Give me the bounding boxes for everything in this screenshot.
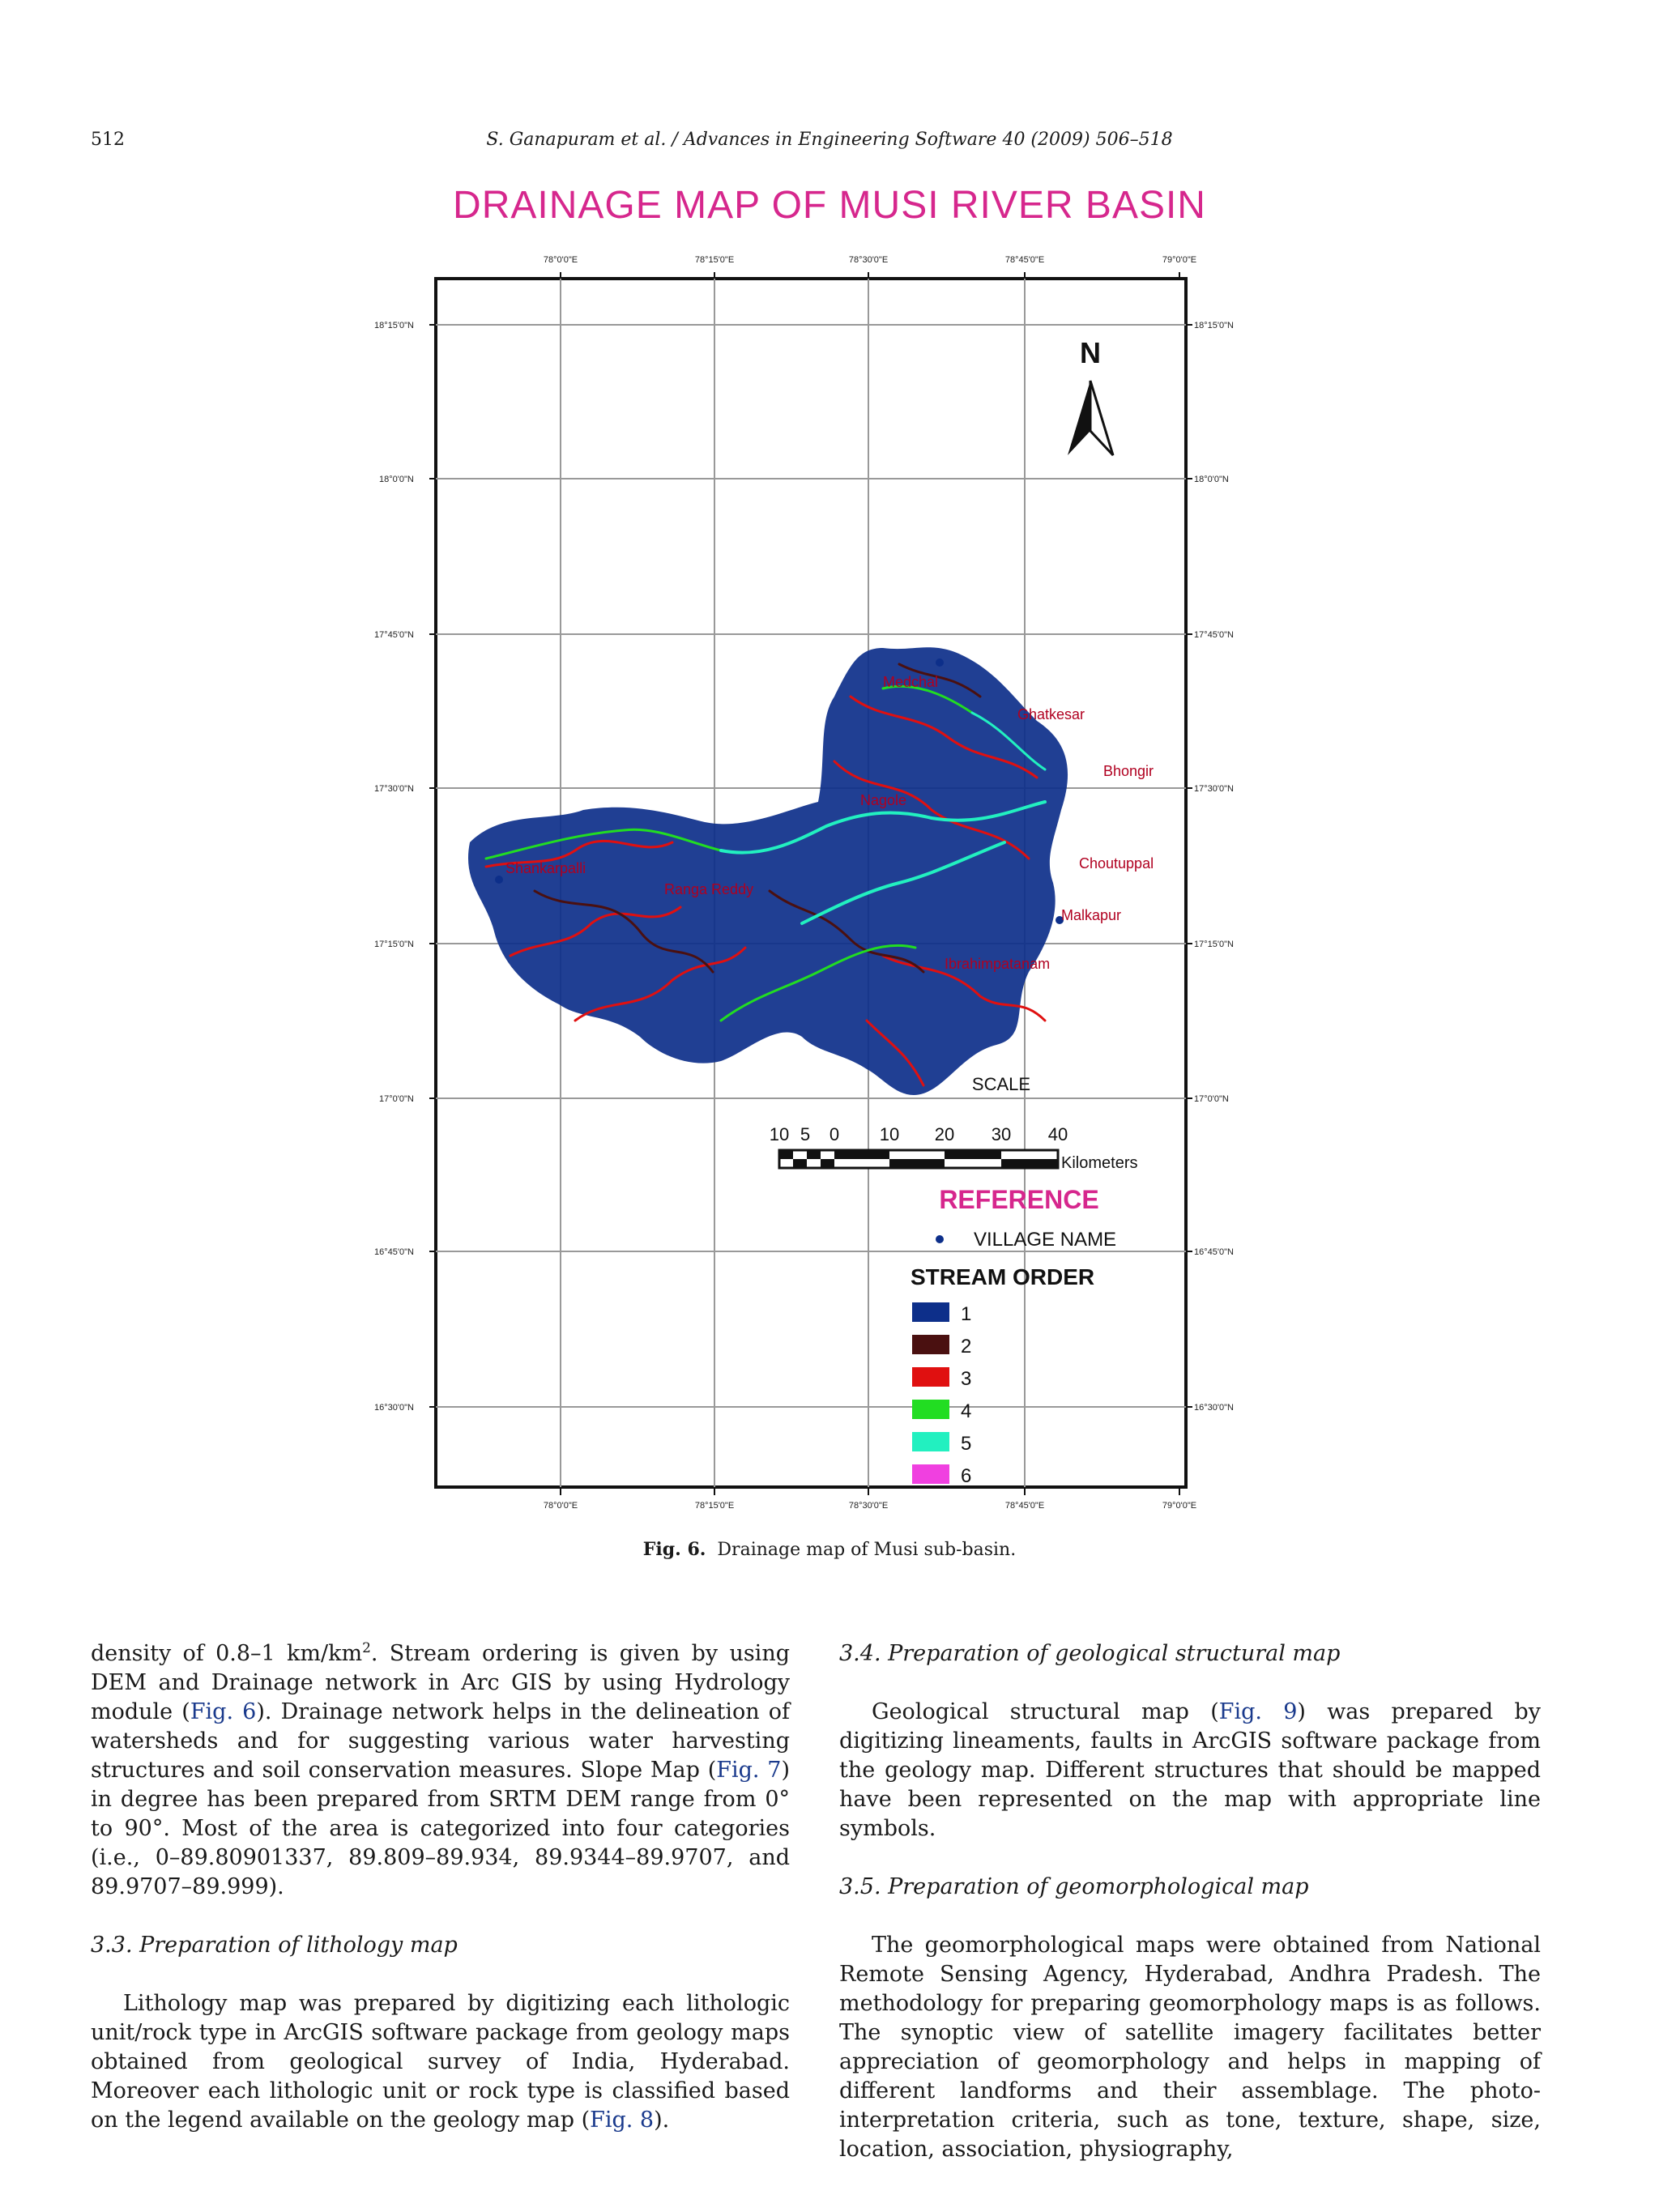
- drainage-map: [365, 243, 1296, 1523]
- stream-order-label: 6: [961, 1465, 972, 1487]
- stream-order-label: 1: [961, 1303, 972, 1325]
- running-head: S. Ganapuram et al. / Advances in Engineering Software 40 (2009) 506–518: [486, 130, 1173, 150]
- lat-label-right: 17°0'0"N: [1194, 1094, 1229, 1104]
- lat-label-left: 16°30'0"N: [374, 1403, 414, 1413]
- right-column: [839, 1639, 1541, 2164]
- lat-label-right: 17°45'0"N: [1194, 630, 1234, 640]
- village-marker-icon: [936, 1235, 944, 1243]
- stream-order-swatch: [912, 1464, 949, 1484]
- stream-order-legend: [912, 1302, 971, 1487]
- section-heading: 3.4. Preparation of geological structural map: [839, 1641, 1341, 1666]
- scale-bar: [770, 1074, 1138, 1172]
- scale-tick: 40: [1047, 1124, 1068, 1144]
- left-column: [91, 1639, 790, 2135]
- stream-order-title: STREAM ORDER: [911, 1264, 1095, 1289]
- scale-tick: 0: [829, 1124, 840, 1144]
- lat-label-left: 18°0'0"N: [379, 475, 414, 484]
- text-run: density of 0.8–1 km/km: [91, 1641, 363, 1666]
- village-label: Nagole: [860, 792, 907, 808]
- lon-label-bottom: 78°15'0"E: [694, 1501, 735, 1511]
- paragraph: [839, 1698, 1541, 1843]
- lat-label-left: 18°15'0"N: [374, 321, 414, 330]
- stream-order-swatch: [912, 1400, 949, 1419]
- lon-label-bottom: 78°0'0"E: [543, 1501, 578, 1511]
- lat-label-left: 17°0'0"N: [379, 1094, 414, 1104]
- figure-ref-link[interactable]: Fig. 9: [1218, 1699, 1298, 1724]
- legend: [911, 1185, 1116, 1487]
- stream-order-swatch: [912, 1335, 949, 1354]
- text-run: ) was prepared by digitizing lineaments, faults in ArcGIS software package from the geology map. Different structures that should be mapped have been represented on the map with appropriate line symbols.: [839, 1699, 1542, 1841]
- stream-order-label: 3: [961, 1368, 972, 1390]
- lat-label-left: 17°30'0"N: [374, 784, 414, 794]
- stream-order-swatch: [912, 1432, 949, 1451]
- lon-label-top: 78°30'0"E: [848, 255, 889, 265]
- scale-tick: 30: [991, 1124, 1012, 1144]
- text-run: ) in degree has been prepared from SRTM DEM range from 0° to 90°. Most of the area is categorized into four categories (i.e., 0–89.80901337, 89.809–89.934, 89.9344–89.9707, and 89.9707–89.999).: [91, 1758, 791, 1899]
- lat-label-left: 17°45'0"N: [374, 630, 414, 640]
- figure-caption-label: Fig. 6.: [642, 1539, 706, 1560]
- village-label: Ghatkesar: [1017, 706, 1085, 722]
- lon-label-top: 78°45'0"E: [1004, 255, 1045, 265]
- lon-label-top: 79°0'0"E: [1162, 255, 1197, 265]
- lon-label-bottom: 79°0'0"E: [1162, 1501, 1197, 1511]
- text-run: ). Drainage network helps in the delineation of watersheds and for suggesting various water harvesting structures and soil conservation measures. Slope Map (: [91, 1699, 791, 1783]
- lon-label-bottom: 78°45'0"E: [1004, 1501, 1045, 1511]
- scale-tick: 10: [769, 1124, 790, 1144]
- figure-ref-link[interactable]: Fig. 7: [716, 1758, 782, 1783]
- stream-order-label: 4: [961, 1400, 972, 1422]
- stream-order-label: 5: [961, 1433, 972, 1455]
- lat-label-left: 17°15'0"N: [374, 940, 414, 949]
- village-label: Malkapur: [1061, 907, 1122, 923]
- scale-tick: 10: [879, 1124, 900, 1144]
- scale-label: SCALE: [971, 1074, 1031, 1094]
- village-label: Ranga Reddy: [664, 881, 754, 897]
- lon-label-bottom: 78°30'0"E: [848, 1501, 889, 1511]
- village-label: Ibrahimpatanam: [945, 956, 1051, 972]
- paragraph: [91, 1639, 790, 1902]
- stream-order-label: 2: [961, 1336, 972, 1357]
- section-heading: 3.5. Preparation of geomorphological map: [839, 1874, 1309, 1899]
- lon-label-top: 78°15'0"E: [694, 255, 735, 265]
- lat-label-left: 16°45'0"N: [374, 1247, 414, 1257]
- figure-ref-link[interactable]: Fig. 6: [190, 1699, 257, 1724]
- scale-tick: 5: [800, 1124, 811, 1144]
- paragraph: [91, 1989, 790, 2135]
- lat-label-right: 18°15'0"N: [1194, 321, 1234, 330]
- map-title: DRAINAGE MAP OF MUSI RIVER BASIN: [453, 184, 1206, 227]
- figure-ref-link[interactable]: Fig. 8: [590, 2108, 655, 2133]
- section-heading: 3.3. Preparation of lithology map: [91, 1933, 458, 1958]
- north-label: N: [1080, 336, 1101, 369]
- lat-label-right: 17°30'0"N: [1194, 784, 1234, 794]
- village-legend-label: VILLAGE NAME: [974, 1229, 1117, 1251]
- village-label: Shankarpalli: [505, 860, 586, 876]
- scale-tick: 20: [934, 1124, 955, 1144]
- lat-label-right: 18°0'0"N: [1194, 475, 1229, 484]
- scale-unit: Kilometers: [1061, 1154, 1138, 1172]
- text-run: Geological structural map (: [872, 1699, 1219, 1724]
- text-run: Lithology map was prepared by digitizing each lithologic unit/rock type in ArcGIS software package from geology maps obtained from geological survey of India, Hyderabad. Moreover each lithologic unit or rock type is classified based on the legend available on the geology map (: [91, 1991, 790, 2133]
- lat-label-right: 17°15'0"N: [1194, 940, 1234, 949]
- stream-order-swatch: [912, 1367, 949, 1387]
- lon-label-top: 78°0'0"E: [543, 255, 578, 265]
- text-run: ).: [654, 2108, 670, 2133]
- text-run: . Stream ordering is given by using DEM and Drainage network in Arc GIS by using Hydrology module (: [91, 1641, 790, 1724]
- reference-title: REFERENCE: [939, 1185, 1099, 1214]
- superscript: 2: [362, 1640, 371, 1656]
- page-number: 512: [91, 130, 125, 150]
- village-label: Medchal: [883, 674, 939, 690]
- north-arrow-icon: [1068, 336, 1113, 455]
- figure-caption: [0, 1539, 1659, 1560]
- lat-label-right: 16°45'0"N: [1194, 1247, 1234, 1257]
- lat-label-right: 16°30'0"N: [1194, 1403, 1234, 1413]
- paragraph: The geomorphological maps were obtained from National Remote Sensing Agency, Hyderabad, Andhra Pradesh. The methodology for preparing geomorphology maps is as follows. The synoptic view of satellite imagery facilitates better appreciation of geomorphology and helps in mapping of different landforms and their assemblage. The photo-interpretation criteria, such as tone, texture, shape, size, location, association, physiography,: [839, 1933, 1541, 2162]
- village-label: Choutuppal: [1079, 855, 1154, 872]
- figure-caption-text: Drainage map of Musi sub-basin.: [717, 1540, 1017, 1560]
- village-label: Bhongir: [1103, 763, 1154, 779]
- stream-order-swatch: [912, 1302, 949, 1322]
